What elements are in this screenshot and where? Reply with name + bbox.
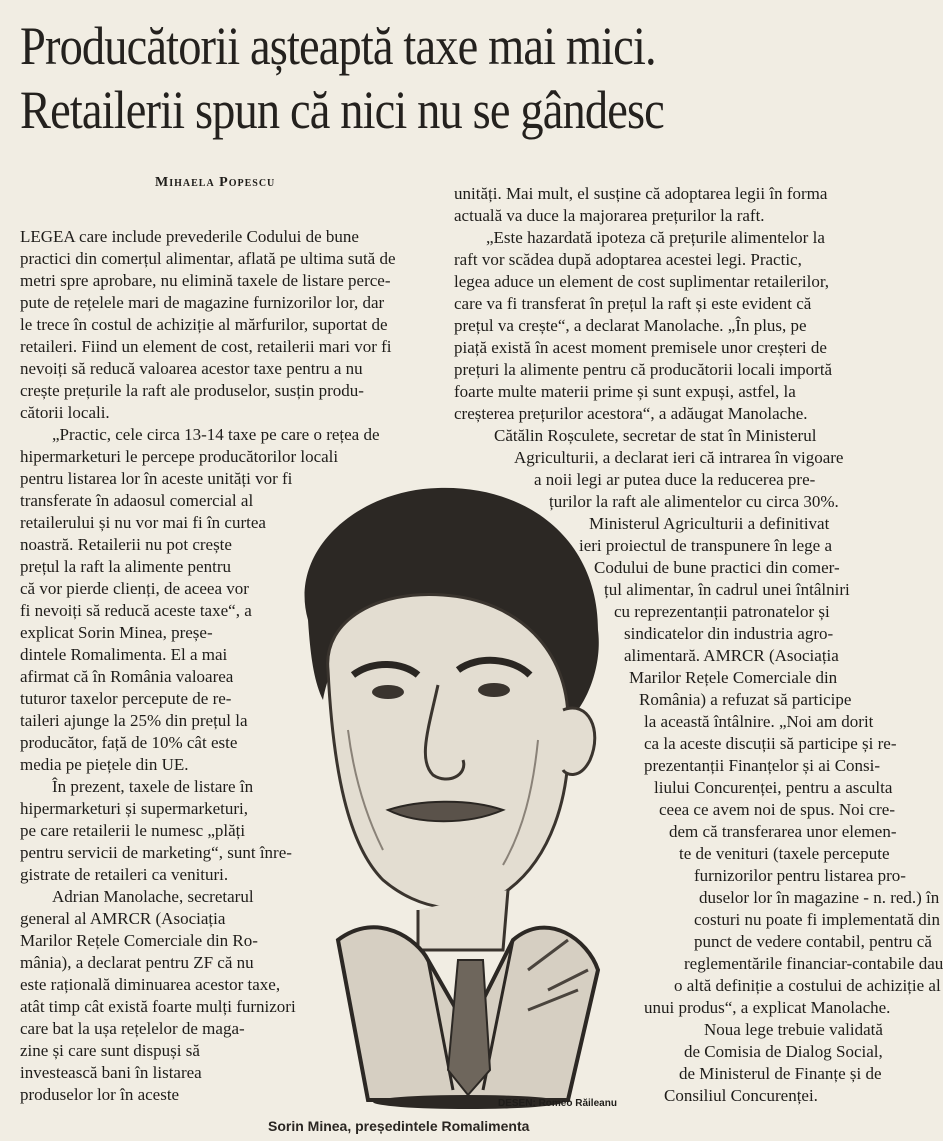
- article-line: explicat Sorin Minea, preșe-: [20, 623, 213, 642]
- article-line: țurilor la raft ale alimentelor cu circa 30%.: [549, 492, 839, 511]
- caricature-illustration: [268, 470, 620, 1110]
- article-line: Noua lege trebuie validată: [704, 1020, 883, 1039]
- article-line: dintele Romalimenta. El a mai: [20, 645, 228, 664]
- article-line: creșterea prețurilor acestora“, a adăugat Manolache.: [454, 404, 808, 423]
- article-line: mânia), a declarat pentru ZF că nu: [20, 953, 254, 972]
- article-line: este rațională diminuarea acestor taxe,: [20, 975, 281, 994]
- article-line: cătorii locali.: [20, 403, 110, 422]
- article-line: general al AMRCR (Asociația: [20, 909, 226, 928]
- article-line: duselor lor în magazine - n. red.) în: [699, 888, 940, 907]
- article-line: sindicatelor din industria agro-: [624, 624, 834, 643]
- article-line: media pe piețele din UE.: [20, 755, 189, 774]
- article-line: hipermarketuri și supermarketuri,: [20, 799, 249, 818]
- article-line: transferate în adaosul comercial al: [20, 491, 254, 510]
- article-line: taileri ajunge la 25% din prețul la: [20, 711, 248, 730]
- article-line: Marilor Rețele Comerciale din Ro-: [20, 931, 258, 950]
- headline-line-1: Producătorii așteaptă taxe mai mici.: [20, 16, 656, 76]
- article-line: fi nevoiți să reducă aceste taxe“, a: [20, 601, 252, 620]
- article-line: pentru listarea lor în aceste unități vor fi: [20, 469, 293, 488]
- article-line: legea aduce un element de cost suplimentar retailerilor,: [454, 272, 830, 291]
- article-line: LEGEA care include prevederile Codului de bune: [20, 227, 359, 246]
- article-line: nevoiți să reducă valoarea acestor taxe pentru a nu: [20, 359, 363, 378]
- article-line: ceea ce avem noi de spus. Noi cre-: [659, 800, 895, 819]
- article-line: zine și care sunt dispuși să: [20, 1041, 200, 1060]
- article-line: prețul va crește“, a declarat Manolache. „În plus, pe: [454, 316, 807, 335]
- article-line: prețuri la alimente pentru că producătorii locali importă: [454, 360, 833, 379]
- article-line: furnizorilor pentru listarea pro-: [694, 866, 906, 885]
- article-line: România) a refuzat să participe: [639, 690, 852, 709]
- article-line: unui produs“, a explicat Manolache.: [644, 998, 891, 1017]
- article-line: afirmat că în România valoarea: [20, 667, 234, 686]
- article-line: atât timp cât există foarte mulți furnizori: [20, 997, 296, 1016]
- article-line: „Practic, cele circa 13-14 taxe pe care o rețea de: [52, 425, 380, 444]
- article-line: care va fi transferat în prețul la raft și este evident că: [454, 294, 812, 313]
- article-line: dem că transferarea unor elemen-: [669, 822, 897, 841]
- article-line: Ministerul Agriculturii a definitivat: [589, 514, 830, 533]
- article-line: crește prețurile la raft ale produselor, susțin produ-: [20, 381, 364, 400]
- article-line: retaileri. Fiind un element de cost, retailerii mari vor fi: [20, 337, 392, 356]
- article-line: pe care retailerii le numesc „plăți: [20, 821, 246, 840]
- article-line: a noii legi ar putea duce la reducerea pre-: [534, 470, 816, 489]
- credit-name: Romeo Răileanu: [538, 1098, 617, 1109]
- article-line: costuri nu poate fi implementată din: [694, 910, 940, 929]
- article-line: care bat la ușa rețelelor de maga-: [20, 1019, 245, 1038]
- article-line: Codului de bune practici din comer-: [594, 558, 840, 577]
- illustration-credit: [498, 1098, 617, 1109]
- article-line: prezentanții Finanțelor și ai Consi-: [644, 756, 881, 775]
- article-line: metri spre aprobare, nu elimină taxele de listare perce-: [20, 271, 391, 290]
- article-line: producător, față de 10% cât este: [20, 733, 238, 752]
- article-line: Cătălin Roșculete, secretar de stat în Ministerul: [494, 426, 817, 445]
- article-line: piață există în acest moment premisele unor creșteri de: [454, 338, 827, 357]
- article-line: pute de rețelele mari de magazine furnizorilor lor, dar: [20, 293, 385, 312]
- article-line: gistrate de retaileri ca venituri.: [20, 865, 229, 884]
- article-line: raft vor scădea după adoptarea acestei legi. Practic,: [454, 250, 802, 269]
- illustration-caption: Sorin Minea, președintele Romalimenta: [268, 1118, 530, 1134]
- article-line: de Comisia de Dialog Social,: [684, 1042, 883, 1061]
- article-line: produselor lor în aceste: [20, 1085, 180, 1104]
- article-line: reglementările financiar-contabile dau: [684, 954, 943, 973]
- article-line: pentru servicii de marketing“, sunt înre-: [20, 843, 292, 862]
- article-line: de Ministerul de Finanțe și de: [679, 1064, 882, 1083]
- byline: Mihaela Popescu: [155, 175, 276, 190]
- article-line: retailerului și nu vor mai fi în curtea: [20, 513, 266, 532]
- portrait-eye-right: [478, 683, 510, 697]
- article-line: Consiliul Concurenței.: [664, 1086, 818, 1105]
- article-line: la această întâlnire. „Noi am dorit: [644, 712, 874, 731]
- article-line: ca la aceste discuții să participe și re-: [644, 734, 897, 753]
- headline: [20, 14, 760, 142]
- article-line: cu reprezentanții patronatelor și: [614, 602, 830, 621]
- article-line: tuturor taxelor percepute de re-: [20, 689, 232, 708]
- article-line: Marilor Rețele Comerciale din: [629, 668, 838, 687]
- portrait-eye-left: [372, 685, 404, 699]
- article-line: te de venituri (taxele percepute: [679, 844, 890, 863]
- article-line: noastră. Retailerii nu pot crește: [20, 535, 232, 554]
- article-line: În prezent, taxele de listare în: [52, 777, 254, 796]
- article-line: „Este hazardată ipoteza că prețurile alimentelor la: [486, 228, 825, 247]
- article-line: punct de vedere contabil, pentru că: [694, 932, 932, 951]
- article-line: unități. Mai mult, el susține că adoptarea legii în forma: [454, 184, 828, 203]
- headline-line-2: Retailerii spun că nici nu se gândesc: [20, 80, 664, 140]
- article-line: prețul la raft la alimente pentru: [20, 557, 231, 576]
- article-line: practici din comerțul alimentar, aflată pe ultima sută de: [20, 249, 396, 268]
- portrait-face: [328, 594, 569, 908]
- portrait-tie: [448, 960, 490, 1095]
- article-line: o altă definiție a costului de achiziție al: [674, 976, 941, 995]
- article-line: Agriculturii, a declarat ieri că intrarea în vigoare: [514, 448, 844, 467]
- article-line: că vor pierde clienți, de aceea vor: [20, 579, 249, 598]
- credit-label: DESEN:: [498, 1098, 536, 1109]
- article-line: Adrian Manolache, secretarul: [52, 887, 254, 906]
- article-line: liului Concurenței, pentru a asculta: [654, 778, 893, 797]
- article-line: țul alimentar, în cadrul unei întâlniri: [604, 580, 850, 599]
- article-line: le trece în costul de achiziție al mărfurilor, suportat de: [20, 315, 388, 334]
- article-line: alimentară. AMRCR (Asociația: [624, 646, 839, 665]
- article-line: investească bani în listarea: [20, 1063, 202, 1082]
- article-line: hipermarketuri le percepe producătorilor locali: [20, 447, 339, 466]
- article-line: ieri proiectul de transpunere în lege a: [579, 536, 832, 555]
- article-line: foarte multe materii prime și sunt expuși, astfel, la: [454, 382, 796, 401]
- article-line: actuală va duce la majorarea prețurilor la raft.: [454, 206, 765, 225]
